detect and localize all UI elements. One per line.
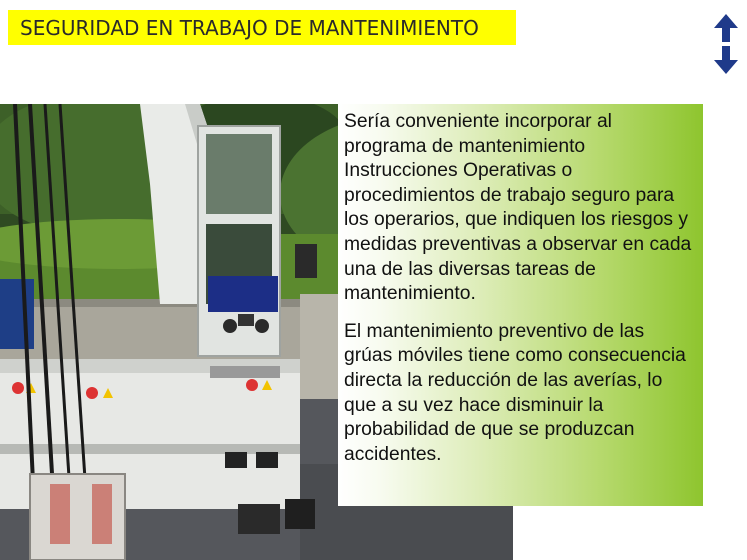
- arrow-up-icon[interactable]: [708, 12, 744, 44]
- paragraph-1: Sería conveniente incorporar al programa de mantenimiento Instrucciones Operativas o procedimientos de trabajo seguro para los operarios, que indiquen los riesgos y medidas preventivas a observar en cada una de las diversas tareas de mantenimiento.: [344, 111, 692, 305]
- text-panel: [338, 104, 703, 506]
- arrow-down-icon[interactable]: [708, 44, 744, 76]
- paragraph-2: El mantenimiento preventivo de las grúas móviles tiene como consecuencia directa la reducción de las averías, lo que a su vez hace disminuir la probabilidad de que se produzcan accidentes.: [344, 320, 686, 465]
- slide-title: SEGURIDAD EN TRABAJO DE MANTENIMIENTO: [20, 15, 479, 40]
- slide-navigation: [708, 12, 744, 76]
- slide-title-bar: [8, 10, 516, 45]
